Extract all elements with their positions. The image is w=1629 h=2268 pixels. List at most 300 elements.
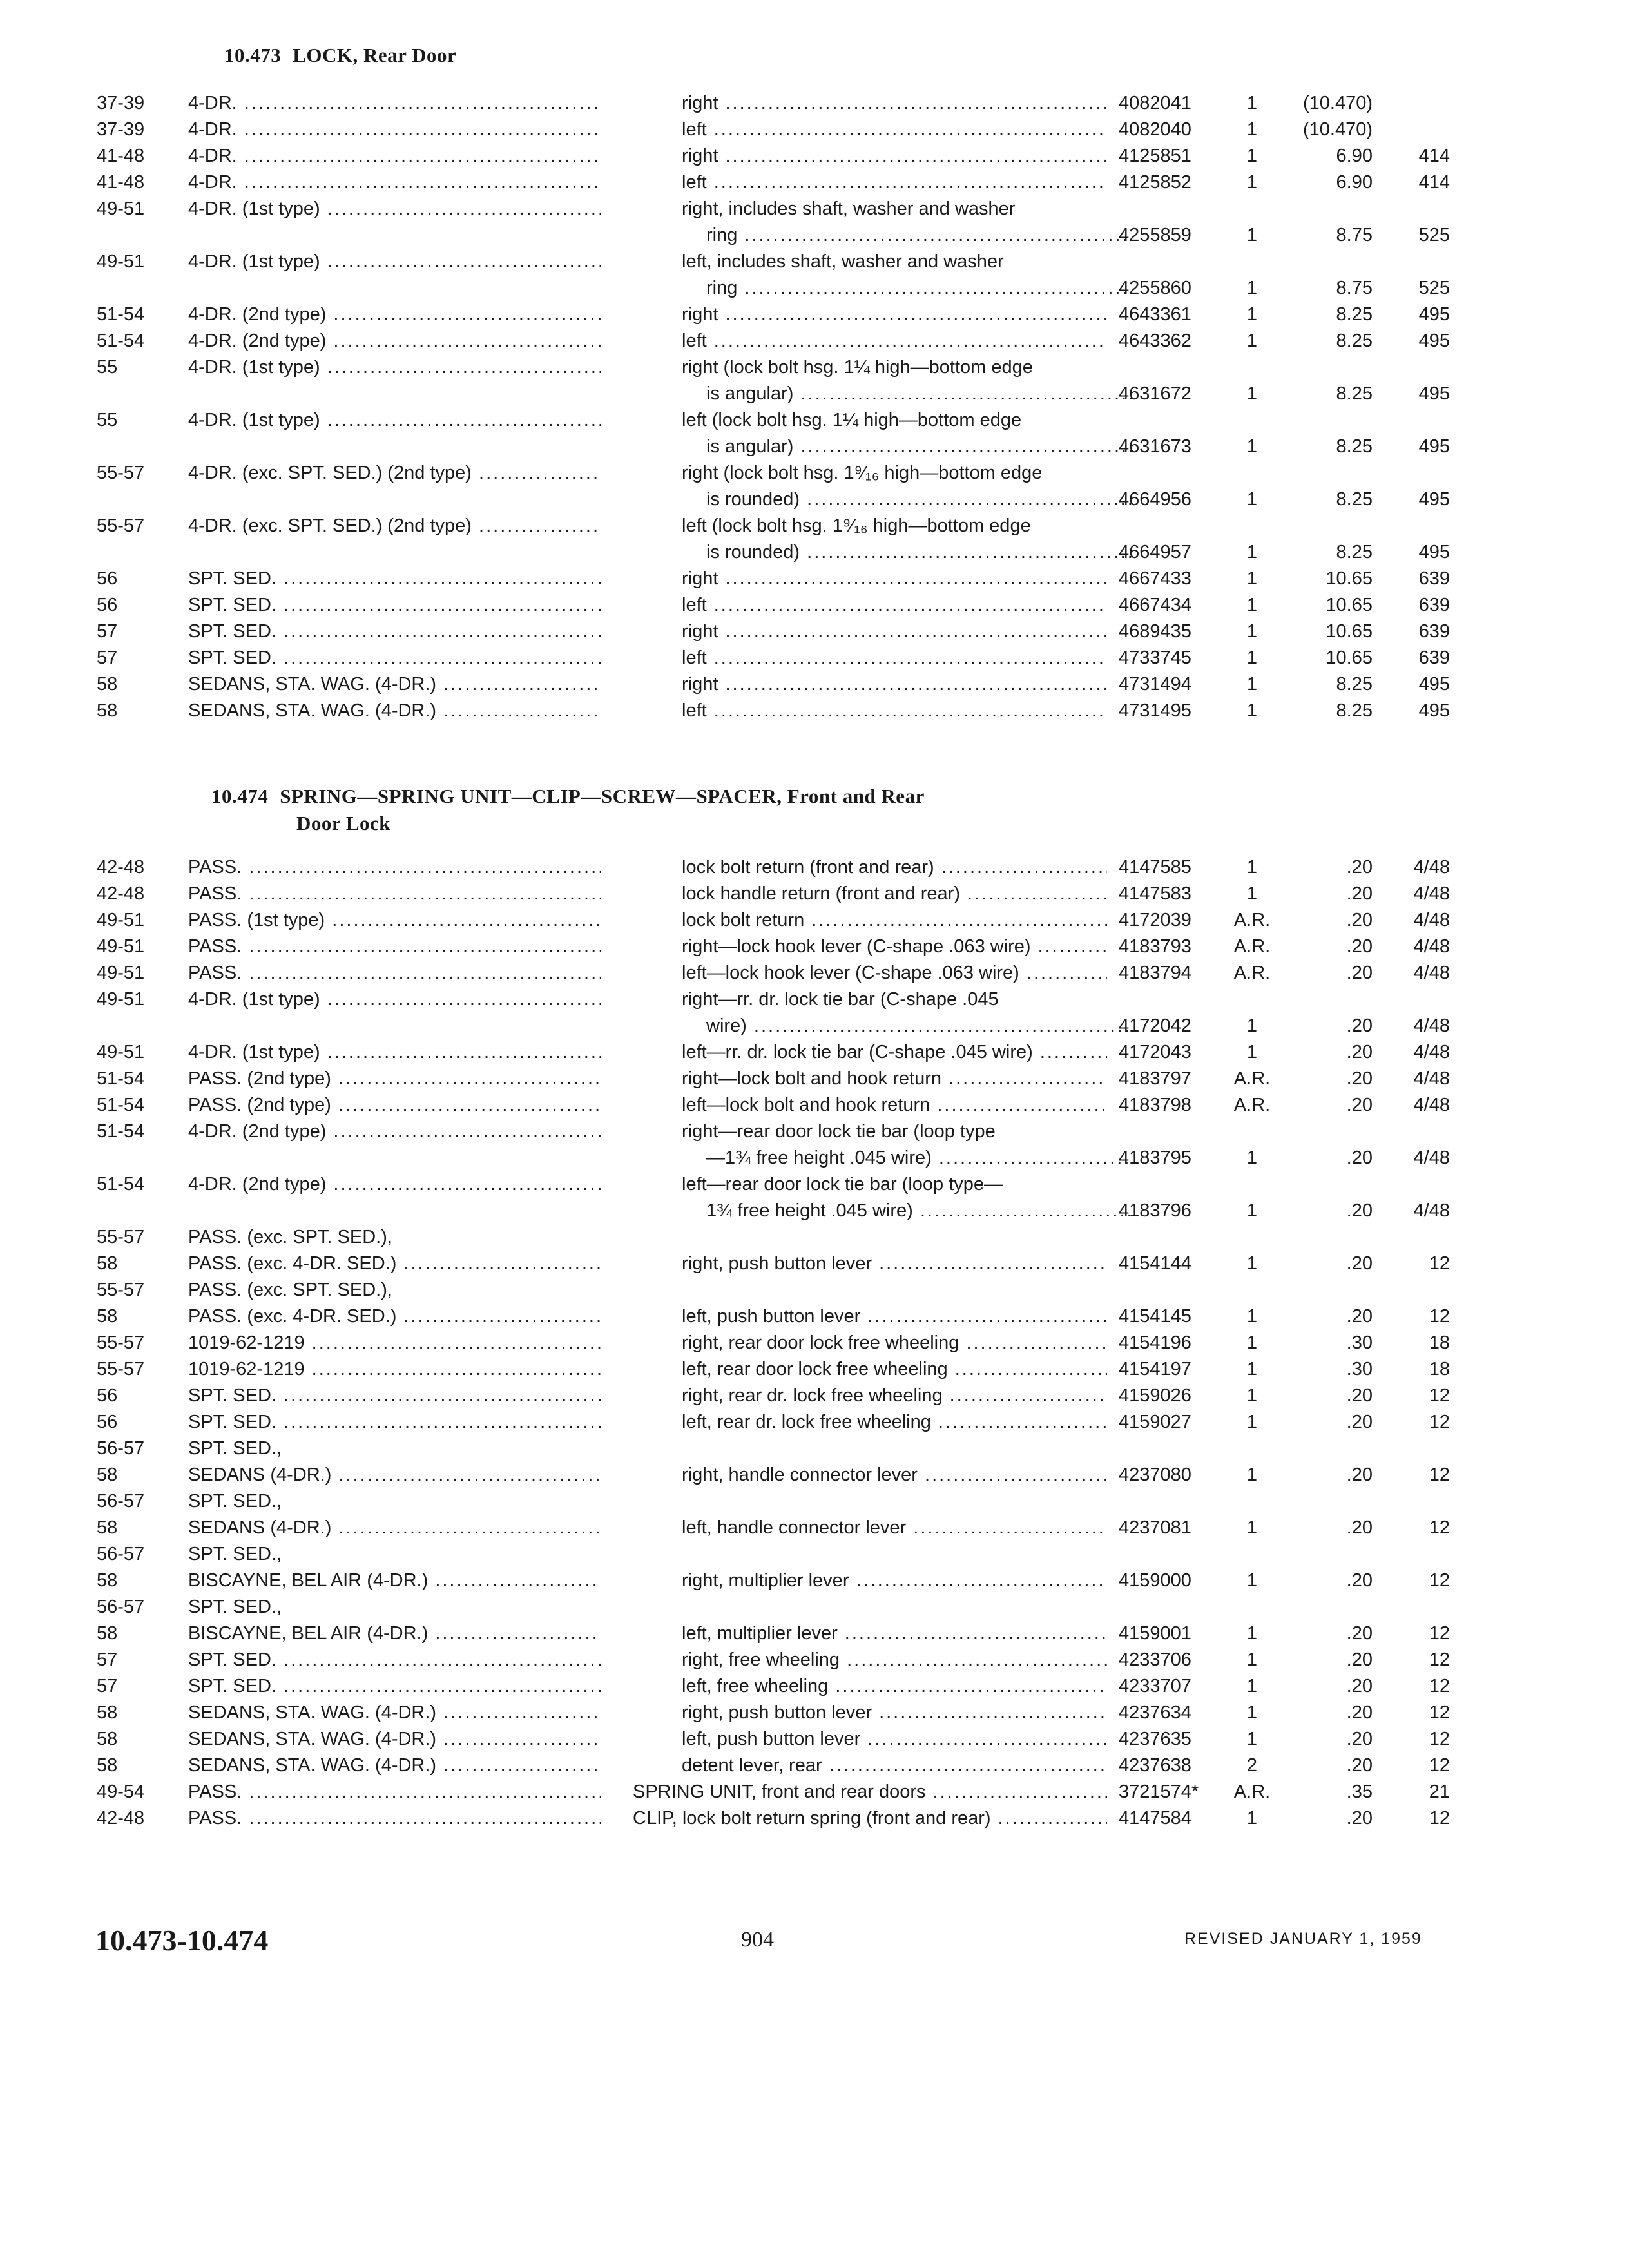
quantity: 1 <box>1246 436 1258 457</box>
package-unit: 12 <box>1429 1570 1450 1591</box>
part-description: right ..... <box>682 566 1107 592</box>
quantity: 1 <box>1246 542 1258 562</box>
list-price: .20 <box>1346 1623 1373 1644</box>
part-number: 4154197 <box>1119 1359 1191 1379</box>
list-price: .20 <box>1346 1385 1373 1406</box>
table-row <box>0 1277 1629 1330</box>
quantity: 1 <box>1246 489 1258 510</box>
model-name: PASS. (1st type) ..... <box>188 907 601 934</box>
model-name: PASS. (exc. SPT. SED.), <box>188 1280 392 1300</box>
part-description: —1¾ free height .045 wire) ..... <box>682 1145 1132 1171</box>
table-row <box>0 302 1629 328</box>
model-year: 57 <box>97 621 118 642</box>
model-year: 58 <box>97 1465 118 1485</box>
model-name: PASS. ..... <box>188 881 601 907</box>
quantity: 1 <box>1246 1570 1258 1591</box>
quantity: A.R. <box>1233 1782 1271 1802</box>
list-price: .20 <box>1346 1755 1373 1776</box>
model-year: 57 <box>97 1649 118 1670</box>
model-year: 49-51 <box>97 963 145 983</box>
part-number: 4183795 <box>1119 1148 1191 1168</box>
list-price: .20 <box>1346 1649 1373 1670</box>
quantity: 1 <box>1246 883 1258 904</box>
part-number: 4233707 <box>1119 1676 1191 1696</box>
model-year: 49-51 <box>97 1042 145 1062</box>
part-number: 4172043 <box>1119 1042 1191 1062</box>
model-name: 4-DR. (exc. SPT. SED.) (2nd type) ..... <box>188 513 601 539</box>
package-unit: 414 <box>1418 172 1450 193</box>
part-description: left, rear dr. lock free wheeling ..... <box>682 1409 1107 1436</box>
model-year: 42-48 <box>97 857 145 878</box>
model-name: SEDANS, STA. WAG. (4-DR.) ..... <box>188 671 601 698</box>
part-description: wire) ..... <box>682 1013 1132 1039</box>
part-description: right ..... <box>682 302 1107 328</box>
part-description: right—rear door lock tie bar (loop type <box>682 1121 996 1142</box>
part-number: 4147584 <box>1119 1808 1191 1829</box>
list-price: .20 <box>1346 1015 1373 1036</box>
quantity: 1 <box>1246 1306 1258 1327</box>
part-number: 4183798 <box>1119 1095 1191 1115</box>
list-price: .20 <box>1346 963 1373 983</box>
part-number: 4172039 <box>1119 910 1191 930</box>
part-description: right, push button lever ..... <box>682 1251 1107 1277</box>
model-year: 57 <box>97 1676 118 1696</box>
section-title: LOCK, Rear Door <box>293 44 457 66</box>
part-number: 4183793 <box>1119 936 1191 957</box>
package-unit: 4/48 <box>1413 1148 1450 1168</box>
part-number: 4154144 <box>1119 1253 1191 1274</box>
list-price: .20 <box>1346 1095 1373 1115</box>
model-year: 51-54 <box>97 1068 145 1089</box>
part-description: right, includes shaft, washer and washer <box>682 198 1016 219</box>
model-name: PASS. (2nd type) ..... <box>188 1066 601 1092</box>
list-price: 8.75 <box>1336 225 1373 245</box>
list-price: .20 <box>1346 1702 1373 1723</box>
part-number: 4147585 <box>1119 857 1191 878</box>
list-price: 10.65 <box>1325 621 1373 642</box>
package-unit: 18 <box>1429 1332 1450 1353</box>
model-year: 56 <box>97 1412 118 1432</box>
model-name: SPT. SED. ..... <box>188 566 601 592</box>
model-year: 55-57 <box>97 1280 145 1300</box>
revision-date: REVISED JANUARY 1, 1959 <box>1184 1930 1422 1948</box>
model-name: 4-DR. ..... <box>188 117 601 143</box>
model-name: SPT. SED., <box>188 1544 282 1564</box>
model-year: 41-48 <box>97 146 145 166</box>
model-year: 55-57 <box>97 463 145 483</box>
part-description: right (lock bolt hsg. 1⁹⁄₁₆ high—bottom edge <box>682 463 1043 483</box>
model-name: SEDANS, STA. WAG. (4-DR.) ..... <box>188 1753 601 1779</box>
model-year: 57 <box>97 648 118 668</box>
part-number: 4183796 <box>1119 1200 1191 1221</box>
model-name: 4-DR. ..... <box>188 143 601 169</box>
list-price: .20 <box>1346 1808 1373 1829</box>
model-year: 55 <box>97 410 118 430</box>
table-row <box>0 1356 1629 1383</box>
model-year: 58 <box>97 1253 118 1274</box>
model-name: SEDANS (4-DR.) ..... <box>188 1515 601 1541</box>
part-number: 4664957 <box>1119 542 1191 562</box>
model-name: BISCAYNE, BEL AIR (4-DR.) ..... <box>188 1620 601 1647</box>
list-price: 8.25 <box>1336 700 1373 721</box>
model-year: 49-51 <box>97 936 145 957</box>
part-description: ring ..... <box>682 222 1132 249</box>
part-description: left—rr. dr. lock tie bar (C-shape .045 wire) ..... <box>682 1039 1107 1066</box>
table-row <box>0 1224 1629 1277</box>
table-row <box>0 1594 1629 1647</box>
part-description: lock handle return (front and rear) ..... <box>682 881 1107 907</box>
package-unit: 12 <box>1429 1808 1450 1829</box>
model-year: 51-54 <box>97 1121 145 1142</box>
model-year: 37-39 <box>97 93 145 113</box>
table-row <box>0 1753 1629 1779</box>
package-unit: 12 <box>1429 1385 1450 1406</box>
model-year: 56 <box>97 595 118 615</box>
model-year: 58 <box>97 1702 118 1723</box>
model-year: 56 <box>97 568 118 589</box>
table-row <box>0 1647 1629 1673</box>
table-row <box>0 1330 1629 1356</box>
table-row <box>0 986 1629 1039</box>
part-description: right—lock hook lever (C-shape .063 wire) ..... <box>682 934 1107 960</box>
list-price: .20 <box>1346 1676 1373 1696</box>
model-year: 58 <box>97 1517 118 1538</box>
model-year: 42-48 <box>97 1808 145 1829</box>
part-number: 4255859 <box>1119 225 1191 245</box>
package-unit: 12 <box>1429 1729 1450 1749</box>
table-row <box>0 328 1629 354</box>
section-10473-heading <box>224 44 456 67</box>
model-name: 4-DR. (1st type) ..... <box>188 986 601 1013</box>
table-row <box>0 907 1629 934</box>
part-number: 4082040 <box>1119 119 1191 140</box>
model-name: SEDANS, STA. WAG. (4-DR.) ..... <box>188 1700 601 1726</box>
list-price: .20 <box>1346 1306 1373 1327</box>
table-row <box>0 881 1629 907</box>
part-number: 4689435 <box>1119 621 1191 642</box>
package-unit: 18 <box>1429 1359 1450 1379</box>
part-number: 4125852 <box>1119 172 1191 193</box>
part-number: 4237638 <box>1119 1755 1191 1776</box>
part-description: right—rr. dr. lock tie bar (C-shape .045 <box>682 989 999 1010</box>
part-description: right, multiplier lever ..... <box>682 1568 1107 1594</box>
table-row <box>0 854 1629 881</box>
model-year: 58 <box>97 1729 118 1749</box>
package-unit: 12 <box>1429 1623 1450 1644</box>
part-description: right ..... <box>682 619 1107 645</box>
table-row <box>0 249 1629 302</box>
part-number: 4667434 <box>1119 595 1191 615</box>
quantity: 1 <box>1246 1412 1258 1432</box>
part-number: 4631672 <box>1119 383 1191 404</box>
part-number: 4255860 <box>1119 278 1191 298</box>
quantity: 1 <box>1246 1015 1258 1036</box>
package-unit: 12 <box>1429 1702 1450 1723</box>
model-name: 4-DR. (2nd type) ..... <box>188 1119 601 1145</box>
package-unit: 525 <box>1418 278 1450 298</box>
quantity: A.R. <box>1233 963 1271 983</box>
model-year: 58 <box>97 1306 118 1327</box>
model-name: SEDANS (4-DR.) ..... <box>188 1462 601 1488</box>
part-description: left, includes shaft, washer and washer <box>682 251 1004 272</box>
part-description: detent lever, rear ..... <box>682 1753 1107 1779</box>
part-description: SPRING UNIT, front and rear doors ..... <box>633 1779 1107 1805</box>
table-row <box>0 354 1629 407</box>
model-name: PASS. ..... <box>188 854 601 881</box>
model-name: PASS. ..... <box>188 1805 601 1832</box>
list-price: .20 <box>1346 1042 1373 1062</box>
package-unit: 525 <box>1418 225 1450 245</box>
table-row <box>0 143 1629 169</box>
quantity: 1 <box>1246 119 1258 140</box>
package-unit: 639 <box>1418 595 1450 615</box>
table-row <box>0 645 1629 671</box>
quantity: 1 <box>1246 1042 1258 1062</box>
part-number: 4154145 <box>1119 1306 1191 1327</box>
model-year: 55-57 <box>97 1332 145 1353</box>
quantity: 1 <box>1246 1729 1258 1749</box>
package-unit: 495 <box>1418 436 1450 457</box>
part-number: 4237634 <box>1119 1702 1191 1723</box>
package-unit: 639 <box>1418 621 1450 642</box>
part-description: left ..... <box>682 328 1107 354</box>
quantity: 1 <box>1246 1332 1258 1353</box>
table-row <box>0 1409 1629 1436</box>
quantity: 1 <box>1246 568 1258 589</box>
package-unit: 4/48 <box>1413 1042 1450 1062</box>
quantity: 1 <box>1246 1253 1258 1274</box>
list-price: .20 <box>1346 1253 1373 1274</box>
list-price: 8.25 <box>1336 489 1373 510</box>
model-name: PASS. ..... <box>188 1779 601 1805</box>
table-row <box>0 1092 1629 1119</box>
table-row <box>0 196 1629 249</box>
list-price: .20 <box>1346 1465 1373 1485</box>
table-row <box>0 934 1629 960</box>
part-number: 4733745 <box>1119 648 1191 668</box>
quantity: 1 <box>1246 1623 1258 1644</box>
part-number: 4147583 <box>1119 883 1191 904</box>
list-price: .20 <box>1346 1148 1373 1168</box>
table-row <box>0 592 1629 619</box>
part-description: right, rear door lock free wheeling ..... <box>682 1330 1107 1356</box>
part-number: 4233706 <box>1119 1649 1191 1670</box>
part-number: 4237635 <box>1119 1729 1191 1749</box>
model-year: 49-51 <box>97 989 145 1010</box>
list-price: (10.470) <box>1302 93 1373 113</box>
quantity: 1 <box>1246 700 1258 721</box>
table-row <box>0 1673 1629 1700</box>
list-price: 8.25 <box>1336 304 1373 325</box>
quantity: 1 <box>1246 304 1258 325</box>
quantity: 1 <box>1246 857 1258 878</box>
table-row <box>0 1726 1629 1753</box>
table-row <box>0 460 1629 513</box>
section-number: 10.474 <box>211 785 269 807</box>
part-number: 4731494 <box>1119 674 1191 695</box>
model-year: 55-57 <box>97 1359 145 1379</box>
model-name: 4-DR. (2nd type) ..... <box>188 1171 601 1198</box>
table-row <box>0 698 1629 724</box>
model-year: 56 <box>97 1385 118 1406</box>
package-unit: 639 <box>1418 648 1450 668</box>
model-name: SPT. SED. ..... <box>188 592 601 619</box>
quantity: 1 <box>1246 225 1258 245</box>
list-price: 8.25 <box>1336 436 1373 457</box>
section-10474-heading <box>211 785 925 835</box>
model-name: SPT. SED. ..... <box>188 1647 601 1673</box>
part-description: lock bolt return (front and rear) ..... <box>682 854 1107 881</box>
model-name: 4-DR. (2nd type) ..... <box>188 302 601 328</box>
part-number: 4125851 <box>1119 146 1191 166</box>
part-number: 4731495 <box>1119 700 1191 721</box>
quantity: A.R. <box>1233 910 1271 930</box>
part-number: 4664956 <box>1119 489 1191 510</box>
list-price: .20 <box>1346 1729 1373 1749</box>
model-name: SPT. SED. ..... <box>188 645 601 671</box>
model-name: SPT. SED. ..... <box>188 1409 601 1436</box>
footer-section-range: 10.473-10.474 <box>95 1924 269 1957</box>
model-name: 4-DR. (1st type) ..... <box>188 1039 601 1066</box>
part-description: right, handle connector lever ..... <box>682 1462 1107 1488</box>
quantity: 1 <box>1246 1676 1258 1696</box>
table-row <box>0 1039 1629 1066</box>
model-year: 51-54 <box>97 1174 145 1195</box>
list-price: .20 <box>1346 1570 1373 1591</box>
part-description: left (lock bolt hsg. 1¼ high—bottom edge <box>682 410 1022 430</box>
part-description: left, handle connector lever ..... <box>682 1515 1107 1541</box>
part-description: left, free wheeling ..... <box>682 1673 1107 1700</box>
part-description: left ..... <box>682 645 1107 671</box>
table-row <box>0 1119 1629 1171</box>
section-title-cont: Door Lock <box>296 812 391 834</box>
table-row <box>0 1779 1629 1805</box>
part-description: left, multiplier lever ..... <box>682 1620 1107 1647</box>
model-year: 55-57 <box>97 1227 145 1247</box>
package-unit: 495 <box>1418 383 1450 404</box>
part-description: right, free wheeling ..... <box>682 1647 1107 1673</box>
part-description: 1¾ free height .045 wire) ..... <box>682 1198 1132 1224</box>
list-price: .20 <box>1346 910 1373 930</box>
quantity: 1 <box>1246 146 1258 166</box>
part-number: 4237080 <box>1119 1465 1191 1485</box>
package-unit: 4/48 <box>1413 857 1450 878</box>
table-row <box>0 566 1629 592</box>
model-name: 4-DR. ..... <box>188 169 601 196</box>
part-number: 4631673 <box>1119 436 1191 457</box>
package-unit: 12 <box>1429 1306 1450 1327</box>
package-unit: 21 <box>1429 1782 1450 1802</box>
quantity: 1 <box>1246 1517 1258 1538</box>
list-price: (10.470) <box>1302 119 1373 140</box>
quantity: 1 <box>1246 383 1258 404</box>
list-price: 10.65 <box>1325 648 1373 668</box>
part-number: 4172042 <box>1119 1015 1191 1036</box>
package-unit: 639 <box>1418 568 1450 589</box>
model-year: 58 <box>97 1623 118 1644</box>
table-row <box>0 513 1629 566</box>
quantity: 1 <box>1246 621 1258 642</box>
table-row <box>0 960 1629 986</box>
list-price: .30 <box>1346 1359 1373 1379</box>
table-row <box>0 1436 1629 1488</box>
model-year: 49-51 <box>97 198 145 219</box>
list-price: .20 <box>1346 1517 1373 1538</box>
quantity: 1 <box>1246 1465 1258 1485</box>
list-price: 8.25 <box>1336 383 1373 404</box>
model-name: 4-DR. (2nd type) ..... <box>188 328 601 354</box>
part-description: CLIP, lock bolt return spring (front and rear) ..... <box>633 1805 1107 1832</box>
model-name: BISCAYNE, BEL AIR (4-DR.) ..... <box>188 1568 601 1594</box>
quantity: 1 <box>1246 1649 1258 1670</box>
quantity: 1 <box>1246 674 1258 695</box>
quantity: 1 <box>1246 1200 1258 1221</box>
package-unit: 414 <box>1418 146 1450 166</box>
model-name: PASS. (exc. 4-DR. SED.) ..... <box>188 1251 601 1277</box>
part-description: left—rear door lock tie bar (loop type— <box>682 1174 1003 1195</box>
package-unit: 4/48 <box>1413 963 1450 983</box>
model-name: 4-DR. (1st type) ..... <box>188 407 601 434</box>
model-name: SPT. SED., <box>188 1597 282 1617</box>
model-name: PASS. (exc. 4-DR. SED.) ..... <box>188 1303 601 1330</box>
table-row <box>0 671 1629 698</box>
package-unit: 12 <box>1429 1649 1450 1670</box>
list-price: 8.25 <box>1336 542 1373 562</box>
part-description: left ..... <box>682 169 1107 196</box>
quantity: 1 <box>1246 1702 1258 1723</box>
section-number: 10.473 <box>224 44 282 66</box>
model-year: 37-39 <box>97 119 145 140</box>
quantity: 1 <box>1246 648 1258 668</box>
list-price: 6.90 <box>1336 146 1373 166</box>
model-name: SPT. SED., <box>188 1438 282 1459</box>
quantity: 1 <box>1246 595 1258 615</box>
list-price: 8.25 <box>1336 674 1373 695</box>
package-unit: 4/48 <box>1413 1200 1450 1221</box>
model-name: 1019-62-1219 ..... <box>188 1330 601 1356</box>
table-row <box>0 1541 1629 1594</box>
table-row <box>0 1171 1629 1224</box>
table-row <box>0 1488 1629 1541</box>
quantity: 2 <box>1246 1755 1258 1776</box>
part-description: left ..... <box>682 698 1107 724</box>
part-description: right—lock bolt and hook return ..... <box>682 1066 1107 1092</box>
part-description: is rounded) ..... <box>682 539 1132 566</box>
table-row <box>0 1700 1629 1726</box>
part-description: ring ..... <box>682 275 1132 302</box>
part-number: 4237081 <box>1119 1517 1191 1538</box>
model-year: 58 <box>97 1570 118 1591</box>
model-name: SEDANS, STA. WAG. (4-DR.) ..... <box>188 1726 601 1753</box>
model-year: 55-57 <box>97 515 145 536</box>
model-name: 4-DR. (1st type) ..... <box>188 354 601 381</box>
part-description: right ..... <box>682 143 1107 169</box>
list-price: 10.65 <box>1325 595 1373 615</box>
quantity: 1 <box>1246 1359 1258 1379</box>
model-year: 56-57 <box>97 1491 145 1512</box>
quantity: A.R. <box>1233 1068 1271 1089</box>
model-name: SPT. SED. ..... <box>188 1673 601 1700</box>
model-year: 41-48 <box>97 172 145 193</box>
section-title: SPRING—SPRING UNIT—CLIP—SCREW—SPACER, Front and Rear <box>280 785 925 807</box>
model-name: SEDANS, STA. WAG. (4-DR.) ..... <box>188 698 601 724</box>
list-price: .20 <box>1346 1068 1373 1089</box>
package-unit: 495 <box>1418 331 1450 351</box>
part-description: is angular) ..... <box>682 381 1132 407</box>
part-description: left—lock bolt and hook return ..... <box>682 1092 1107 1119</box>
part-description: left—lock hook lever (C-shape .063 wire) ..... <box>682 960 1107 986</box>
model-year: 55 <box>97 357 118 378</box>
